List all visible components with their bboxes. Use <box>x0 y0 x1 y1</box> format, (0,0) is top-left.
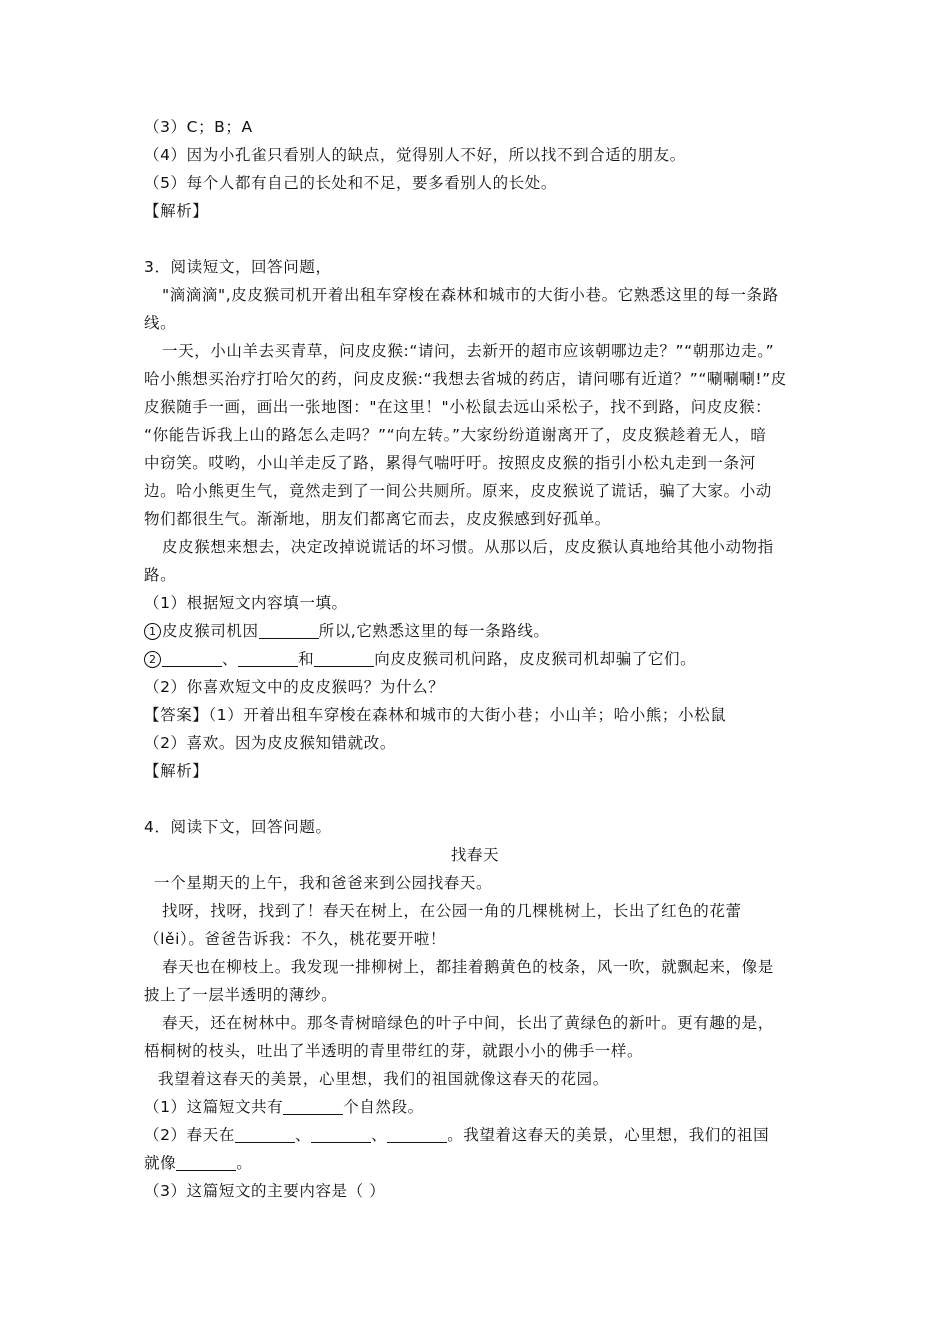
answer-blank[interactable] <box>235 1126 295 1143</box>
fill-item-1: 1 皮皮猴司机因 所以,它熟悉这里的每一条路线。 <box>144 621 550 641</box>
passage-line: 物们都很生气。渐渐地，朋友们都离它而去，皮皮猴感到好孤单。 <box>144 510 611 528</box>
answer-line: （2）喜欢。因为皮皮猴知错就改。 <box>144 734 396 752</box>
sub-question-2: （2）你喜欢短文中的皮皮猴吗？为什么？ <box>144 678 445 696</box>
sub-question-3: （3）这篇短文的主要内容是（ ） <box>144 1182 386 1200</box>
passage-line: 皮猴随手一画，画出一张地图："在这里！"小松鼠去远山采松子，找不到路，问皮皮猴： <box>144 398 772 416</box>
passage-line: 我望着这春天的美景，心里想，我们的祖国就像这春天的花园。 <box>158 1070 609 1088</box>
passage-line: 春天，还在树林中。那冬青树暗绿色的叶子中间，长出了黄绿色的新叶。更有趣的是， <box>162 1014 774 1032</box>
passage-line: 披上了一层半透明的薄纱。 <box>144 986 338 1004</box>
question-4-heading: 4．阅读下文，回答问题。 <box>144 818 332 836</box>
analysis-label: 【解析】 <box>144 202 209 220</box>
passage-line: 线。 <box>144 314 177 332</box>
passage-line: 哈小熊想买治疗打哈欠的药，问皮皮猴:“我想去省城的药店，请问哪有近道？”“唰唰唰!”皮 <box>144 370 787 388</box>
answer-line: 【答案】（1）开着出租车穿梭在森林和城市的大街小巷；小山羊；哈小熊；小松鼠 <box>144 706 727 724</box>
answer-label: 【答案】 <box>144 706 209 724</box>
answer-line-4: （4）因为小孔雀只看别人的缺点，觉得别人不好，所以找不到合适的朋友。 <box>144 146 686 164</box>
answer-blank[interactable] <box>314 650 374 667</box>
circled-number-2: 2 <box>144 651 161 668</box>
passage-line: 皮皮猴想来想去，决定改掉说谎话的坏习惯。从那以后，皮皮猴认真地给其他小动物指 <box>162 538 774 556</box>
answer-blank[interactable] <box>238 650 298 667</box>
sub-question-1: （1）这篇短文共有 个自然段。 <box>144 1098 424 1116</box>
question-3-heading: 3．阅读短文，回答问题， <box>144 258 332 276</box>
answer-blank[interactable] <box>259 622 319 639</box>
fill-item-2: 2 、 和 向皮皮猴司机问路，皮皮猴司机却骗了它们。 <box>144 649 696 669</box>
answer-blank[interactable] <box>311 1126 371 1143</box>
passage-line: 一个星期天的上午，我和爸爸来到公园找春天。 <box>154 874 493 892</box>
passage-line: 边。哈小熊更生气，竟然走到了一间公共厕所。原来，皮皮猴说了谎话，骗了大家。小动 <box>144 482 772 500</box>
sub-question-2-cont: 就像 。 <box>144 1154 253 1172</box>
answer-blank[interactable] <box>162 650 222 667</box>
passage-line: 中窃笑。哎哟，小山羊走反了路，累得气喘吁吁。按照皮皮猴的指引小松丸走到一条河 <box>144 454 756 472</box>
passage-line: （lěi）。爸爸告诉我：不久，桃花要开啦！ <box>144 930 447 948</box>
circled-number-1: 1 <box>144 623 161 640</box>
answer-blank[interactable] <box>283 1098 343 1115</box>
answer-line-5: （5）每个人都有自己的长处和不足，要多看别人的长处。 <box>144 174 557 192</box>
answer-line-3: （3）C；B；A <box>144 118 253 136</box>
passage-line: 梧桐树的枝头，吐出了半透明的青里带红的芽，就跟小小的佛手一样。 <box>144 1042 644 1060</box>
passage-line: "滴滴滴",皮皮猴司机开着出租车穿梭在森林和城市的大街小巷。它熟悉这里的每一条路 <box>162 286 779 304</box>
passage-line: 找呀，找呀，找到了！春天在树上，在公园一角的几棵桃树上，长出了红色的花蕾 <box>162 902 742 920</box>
passage-title: 找春天 <box>450 846 500 864</box>
sub-question-2: （2）春天在 、 、 。我望着这春天的美景，心里想，我们的祖国 <box>144 1126 770 1144</box>
passage-line: 一天，小山羊去买青草，问皮皮猴:“请问，去新开的超市应该朝哪边走？”“朝那边走。” <box>162 342 775 360</box>
passage-line: “你能告诉我上山的路怎么走吗？”“向左转。”大家纷纷道谢离开了，皮皮猴趁着无人，暗 <box>144 426 767 444</box>
sub-question-1: （1）根据短文内容填一填。 <box>144 594 348 612</box>
passage-line: 路。 <box>144 566 177 584</box>
answer-blank[interactable] <box>176 1154 236 1171</box>
analysis-label: 【解析】 <box>144 762 209 780</box>
answer-blank[interactable] <box>387 1126 447 1143</box>
passage-line: 春天也在柳枝上。我发现一排柳树上，都挂着鹅黄色的枝条，风一吹，就飘起来，像是 <box>162 958 774 976</box>
